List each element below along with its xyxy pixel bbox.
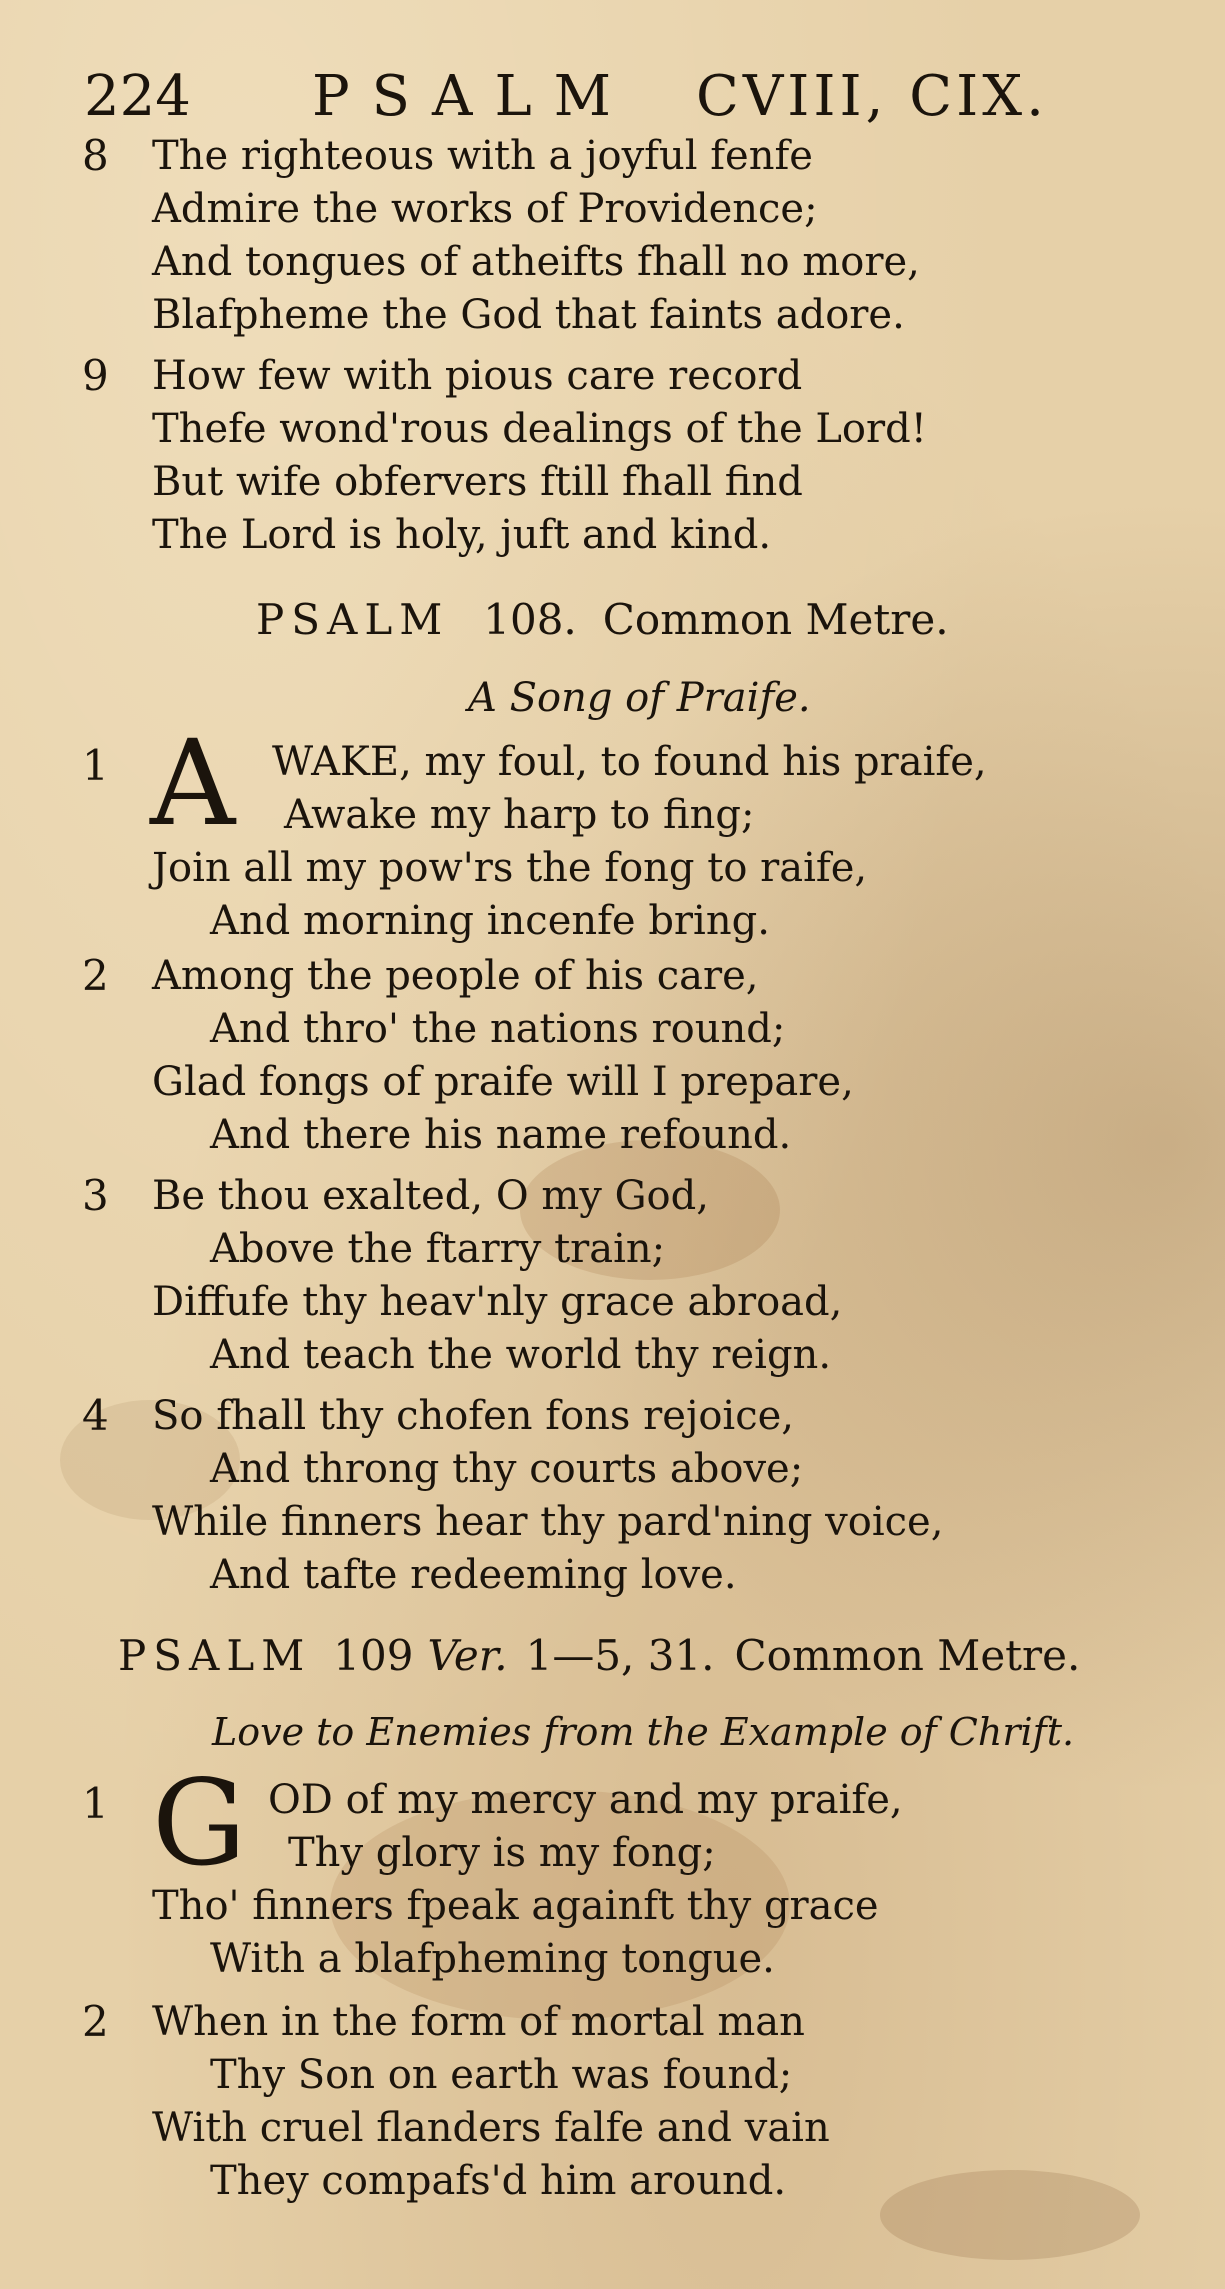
verse-line: While finners hear thy pard'ning voice, xyxy=(152,1499,944,1545)
verse-line: The righteous with a joyful fenfe xyxy=(152,133,813,179)
psalm108-subtitle: A Song of Praife. xyxy=(468,675,811,721)
verse-line: Diffufe thy heav'nly grace abroad, xyxy=(152,1279,843,1325)
page-number: 224 xyxy=(84,64,191,129)
verse-line: WAKE, my foul, to found his praife, xyxy=(272,739,987,785)
verse-line: And teach the world thy reign. xyxy=(210,1332,832,1378)
verse-line: Blafpheme the God that faints adore. xyxy=(152,292,905,338)
verse-line: And there his name refound. xyxy=(210,1112,792,1158)
verse-line: Thy glory is my fong; xyxy=(288,1830,716,1876)
verse-line: And throng thy courts above; xyxy=(210,1446,804,1492)
psalm109-subtitle: Love to Enemies from the Example of Chrift. xyxy=(212,1710,1075,1754)
verse-number: 1 xyxy=(82,1779,109,1828)
verse-line: Awake my harp to fing; xyxy=(284,792,755,838)
verse-number: 3 xyxy=(82,1171,109,1220)
verse-line: OD of my mercy and my praife, xyxy=(268,1777,903,1823)
drop-cap: A xyxy=(150,714,236,852)
header-psalm-numbers: CVIII, CIX. xyxy=(696,64,1048,129)
verse-line: Thy Son on earth was found; xyxy=(210,2052,793,2098)
verse-line: The Lord is holy, juft and kind. xyxy=(152,512,772,558)
psalm-metre: Common Metre. xyxy=(734,1631,1081,1680)
verse-line: Join all my pow'rs the fong to raife, xyxy=(152,845,868,891)
psalm-word: PSALM xyxy=(256,595,450,644)
psalm-word: PSALM xyxy=(118,1631,312,1680)
verse-line: Be thou exalted, O my God, xyxy=(152,1173,709,1219)
verse-number: 2 xyxy=(82,1997,109,2046)
psalm108-heading xyxy=(256,592,949,648)
verse-number: 8 xyxy=(82,131,109,180)
header-title: PSALM xyxy=(312,64,634,129)
psalm-number: 108. xyxy=(483,595,577,644)
verse-line: Above the ftarry train; xyxy=(210,1226,666,1272)
verse-line: With a blafpheming tongue. xyxy=(210,1936,775,1982)
verse-number: 1 xyxy=(82,741,109,790)
verse-number: 4 xyxy=(82,1391,109,1440)
verse-line: And tongues of atheifts fhall no more, xyxy=(152,239,920,285)
verse-number: 9 xyxy=(82,351,109,400)
verse-line: Among the people of his care, xyxy=(152,953,759,999)
verse-line: Glad fongs of praife will I prepare, xyxy=(152,1059,854,1105)
verse-line: Admire the works of Providence; xyxy=(152,186,818,232)
verse-line: Tho' finners fpeak againft thy grace xyxy=(152,1883,879,1929)
verse-line: Thefe wond'rous dealings of the Lord! xyxy=(152,406,927,452)
verse-line: But wife obfervers ftill fhall find xyxy=(152,459,803,505)
psalm-verse-range: 1—5, 31. xyxy=(525,1631,715,1680)
paper-stain xyxy=(880,2170,1140,2260)
verse-line: And tafte redeeming love. xyxy=(210,1552,737,1598)
psalm-ver-label: Ver. xyxy=(427,1631,508,1680)
verse-line: And thro' the nations round; xyxy=(210,1006,786,1052)
verse-line: They compafs'd him around. xyxy=(210,2158,787,2204)
psalm-number: 109 xyxy=(333,1631,414,1680)
verse-line: With cruel flanders falfe and vain xyxy=(152,2105,830,2151)
verse-number: 2 xyxy=(82,951,109,1000)
verse-line: And morning incenfe bring. xyxy=(210,898,770,944)
drop-cap: G xyxy=(152,1754,247,1892)
verse-line: So fhall thy chofen fons rejoice, xyxy=(152,1393,795,1439)
psalm-metre: Common Metre. xyxy=(602,595,949,644)
psalm109-heading xyxy=(118,1628,1080,1684)
running-header xyxy=(84,62,1094,132)
verse-line: How few with pious care record xyxy=(152,353,803,399)
verse-line: When in the form of mortal man xyxy=(152,1999,805,2045)
